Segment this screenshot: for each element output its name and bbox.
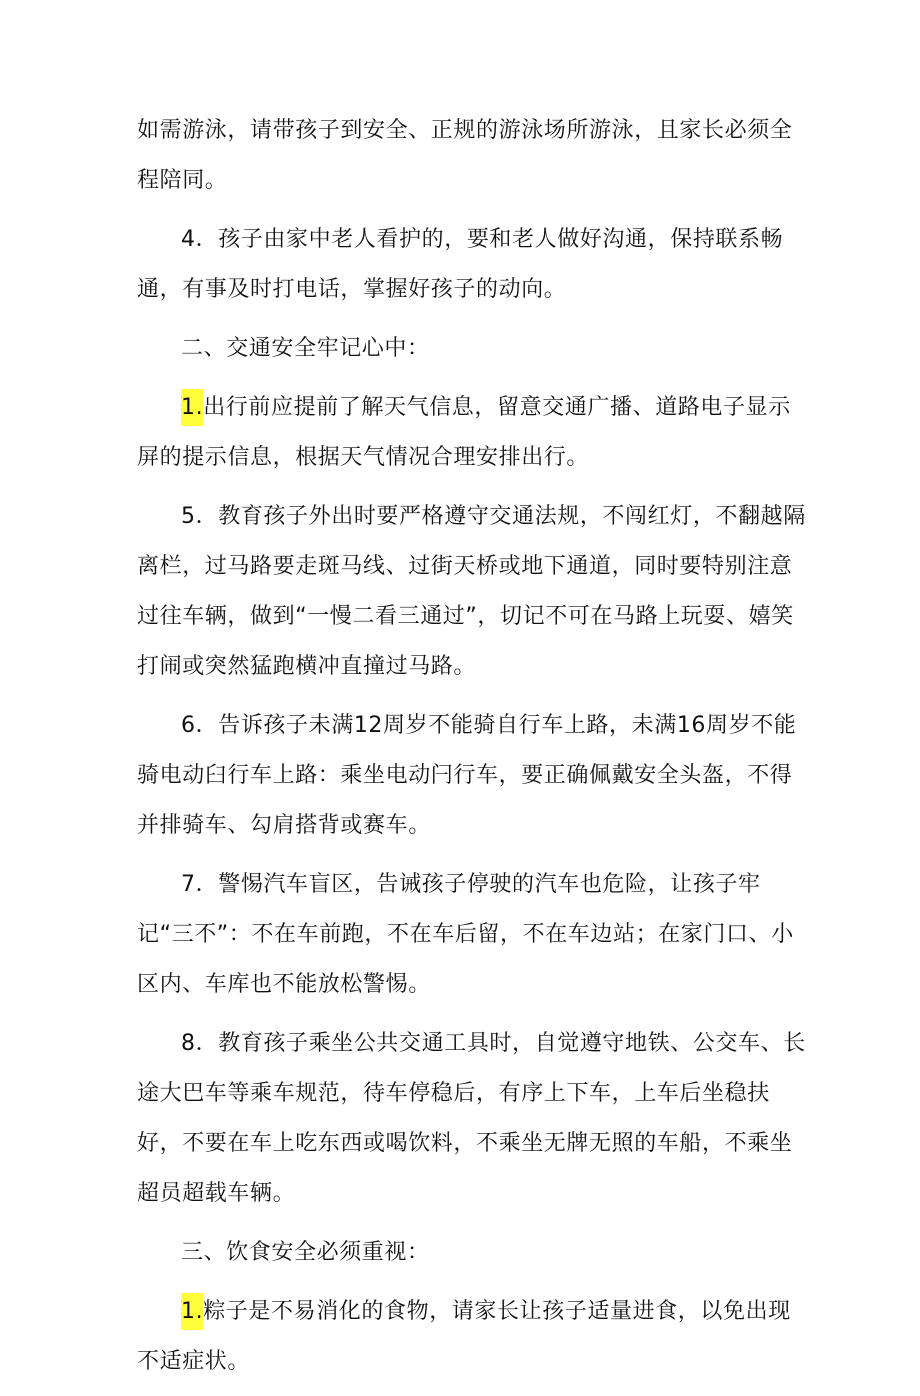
highlighted-item-number: 1. — [181, 389, 203, 426]
list-item-1-zongzi — [137, 1287, 807, 1387]
item-number: 8 — [181, 1031, 196, 1056]
section-heading-food — [137, 1228, 807, 1278]
paragraph-text: 如需游泳，请带孩子到安全、正规的游泳场所游泳，且家长必须全程陪同。 — [137, 118, 793, 193]
paragraph-text: 教育孩子外出时要严格遵守交通法规，不闯红灯，不翻越隔离栏，过马路要走斑马线、过街天桥或地下通道，同时要特别注意过往车辆，做到“一慢二看三通过”，切记不可在马路上玩耍、嬉笑打闹或突然猛跑横冲直撞过马路。 — [137, 504, 806, 679]
item-number: 4 — [181, 227, 196, 252]
item-number: 7 — [181, 872, 196, 897]
heading-text: 三、饮食安全必须重视： — [181, 1240, 430, 1265]
list-item-7 — [137, 860, 807, 1010]
list-item-8 — [137, 1019, 807, 1219]
item-separator: ． — [195, 504, 219, 529]
item-number: 6 — [181, 713, 196, 738]
section-heading-traffic — [137, 324, 807, 374]
paragraph-text: 孩子由家中老人看护的，要和老人做好沟通，保持联系畅通，有事及时打电话，掌握好孩子的动向。 — [137, 227, 784, 302]
paragraph-text: 出行前应提前了解天气信息，留意交通广播、道路电子显示屏的提示信息，根据天气情况合理安排出行。 — [137, 395, 791, 470]
item-separator: ． — [195, 1031, 219, 1056]
paragraph-swimming-continuation — [137, 106, 807, 206]
paragraph-text: 教育孩子乘坐公共交通工具时，自觉遵守地铁、公交车、长途大巴车等乘车规范，待车停稳后，有序上下车，上车后坐稳扶好，不要在车上吃东西或喝饮料，不乘坐无牌无照的车船，不乘坐超员超载车辆。 — [137, 1031, 806, 1206]
paragraph-text: 警惕汽车盲区，告诫孩子停驶的汽车也危险，让孩子牢记“三不”：不在车前跑，不在车后留，不在车边站；在家门口、小区内、车库也不能放松警惕。 — [137, 872, 794, 997]
item-separator: ． — [195, 872, 219, 897]
item-separator: ． — [195, 713, 219, 738]
list-item-1-weather — [137, 383, 807, 483]
item-number: 5 — [181, 504, 196, 529]
heading-text: 二、交通安全牢记心中： — [181, 336, 430, 361]
list-item-4 — [137, 215, 807, 315]
document-body — [137, 106, 807, 1396]
highlighted-item-number: 1. — [181, 1293, 203, 1330]
list-item-6 — [137, 701, 807, 851]
item-separator: ． — [195, 227, 219, 252]
paragraph-text: 粽子是不易消化的食物，请家长让孩子适量进食，以免出现不适症状。 — [137, 1299, 791, 1374]
list-item-5 — [137, 492, 807, 692]
paragraph-text: 告诉孩子未满12周岁不能骑自行车上路，未满16周岁不能骑电动臼行车上路：乘坐电动闩行车，要正确佩戴安全头盔，不得并排骑车、勾肩搭背或赛车。 — [137, 713, 797, 838]
